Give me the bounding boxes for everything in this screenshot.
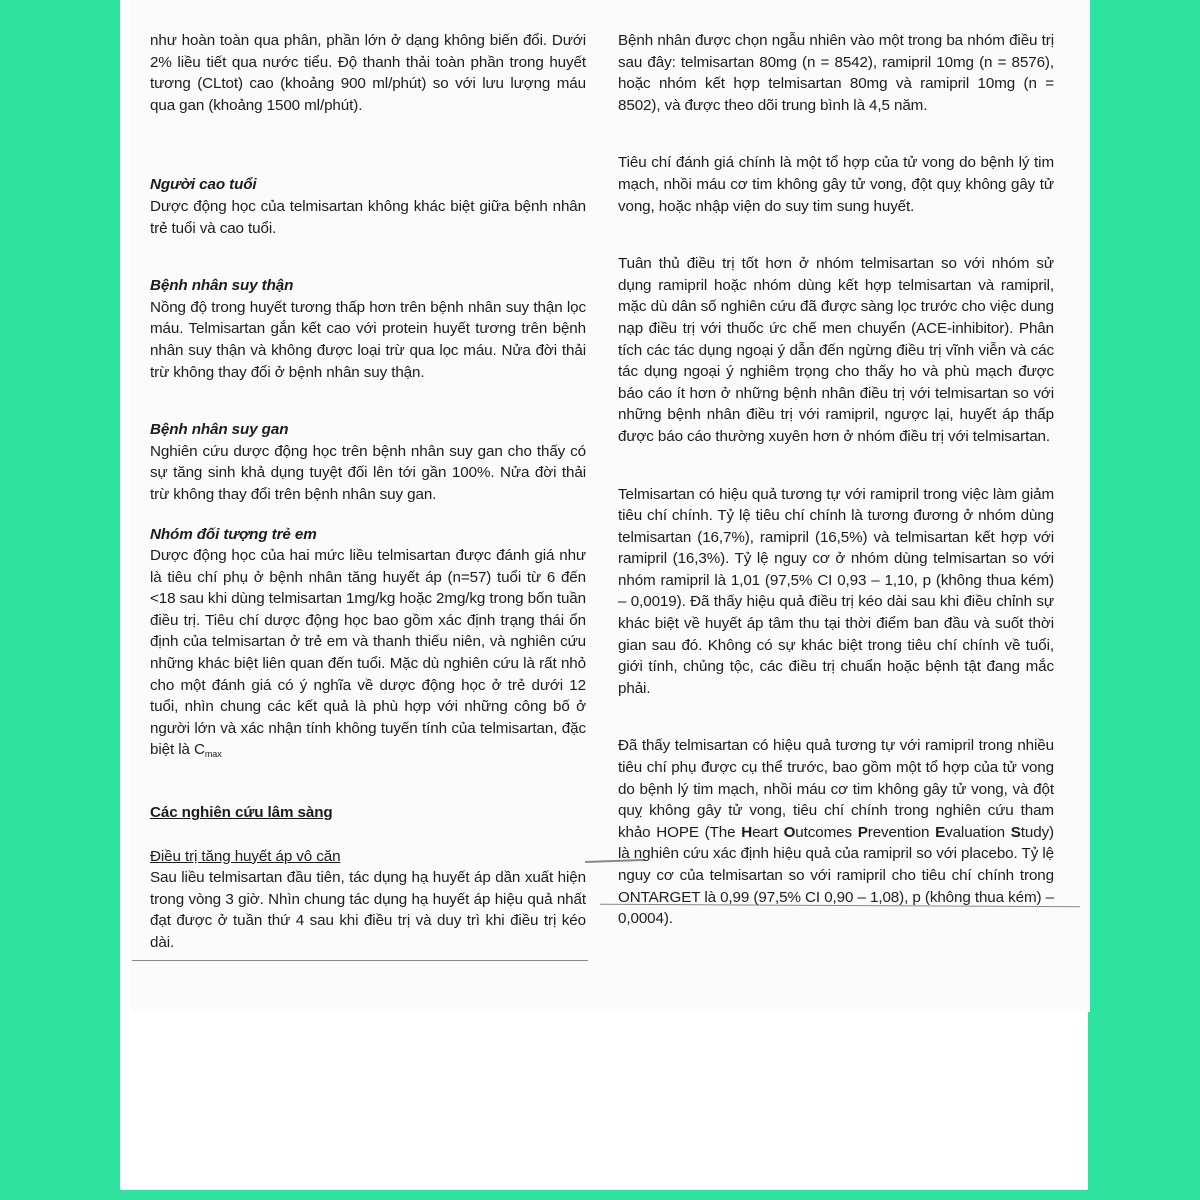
heading-hypertension-treatment: Điều trị tăng huyết áp vô căn — [150, 847, 341, 865]
paragraph-randomization: Bệnh nhân được chọn ngẫu nhiên vào một trong ba nhóm điều trị sau đây: telmisartan 80mg (n = 8542), ramipril 10mg (n = 8576), hoặc nhóm kết hợp telmisartan 80mg và ramipril 10mg (n = 8502), và được theo dõi trung bình là 4,5 năm. — [618, 32, 1054, 114]
text-bold-letter: S — [1010, 823, 1021, 841]
paragraph-compliance: Tuân thủ điều trị tốt hơn ở nhóm telmisartan so với nhóm sử dụng ramipril hoặc nhóm dùng kết hợp telmisartan và ramipril, mặc dù dân số nghiên cứu đã được sàng lọc trước cho việc dung nạp điều trị với thuốc ức chế men chuyển (ACE-inhibitor). Phân tích các tác dụng ngoại ý dẫn đến ngừng điều trị vĩnh viễn và các tác dụng ngoại ý nghiêm trọng cho thấy ho và phù mạch được báo cáo ít hơn ở những bệnh nhân điều trị với telmisartan so với những bệnh nhân điều trị với ramipril, ngược lại, huyết áp thấp được báo cáo thường xuyên hơn ở nhóm điều trị với telmisartan. — [618, 255, 1054, 445]
text-segment: utcomes — [795, 823, 858, 841]
paragraph-elderly: Dược động học của telmisartan không khác biệt giữa bệnh nhân trẻ tuổi và cao tuổi. — [150, 197, 586, 237]
paragraph-hypertension: Sau liều telmisartan đầu tiên, tác dụng hạ huyết áp dần xuất hiện trong vòng 3 giờ. Nhìn chung tác dụng hạ huyết áp hiệu quả nhất đạt được ở tuần thứ 4 sau khi điều trị và duy trì khi điều trị kéo dài. — [150, 869, 586, 951]
paragraph-hepatic: Nghiên cứu dược động học trên bệnh nhân suy gan cho thấy có sự tăng sinh khả dụng tuyệt đối lên tới gần 100%. Nửa đời thải trừ không thay đổi trên bệnh nhân suy gan. — [150, 442, 586, 503]
heading-children: Nhóm đối tượng trẻ em — [150, 525, 317, 543]
text-segment: eart — [752, 823, 784, 841]
heading-elderly: Người cao tuổi — [150, 176, 257, 194]
heading-clinical-studies: Các nghiên cứu lâm sàng — [150, 804, 333, 822]
text-bold-letter: O — [783, 823, 796, 841]
heading-renal: Bệnh nhân suy thận — [150, 277, 294, 295]
text-segment: tudy) là nghiên cứu xác định hiệu quả của ramipril so với placebo. Tỷ lệ nguy cơ của telmisartan so với ramipril cho tiêu chí chính trong ONTARGET là 0,99 (97,5% CI 0,90 – 1,08), p (không thua kém) – 0,0004). — [618, 823, 1055, 928]
text-bold-letter: P — [857, 823, 868, 841]
tear-line — [132, 960, 588, 961]
paragraph-children — [150, 545, 586, 766]
right-column — [618, 30, 1054, 930]
left-column — [150, 30, 586, 954]
text-segment: valuation — [945, 823, 1011, 841]
text-segment: Đã thấy telmisartan có hiệu quả tương tự với ramipril trong nhiều tiêu chí phụ được cụ thể trước, bao gồm một tổ hợp của tử vong do bệnh lý tim mạch, nhồi máu cơ tim không gây tử vong, và đột quỵ không gây tử vong, tiêu chí chính trong nghiên cứu tham khảo HOPE (The — [618, 737, 1054, 841]
paragraph-secondary-endpoints — [618, 735, 1054, 929]
heading-hepatic: Bệnh nhân suy gan — [150, 421, 289, 439]
paragraph-renal: Nồng độ trong huyết tương thấp hơn trên bệnh nhân suy thận lọc máu. Telmisartan gắn kết cao với protein huyết tương trên bệnh nhân suy thận và không được loại trừ qua lọc máu. Nửa đời thải trừ không thay đổi ở bệnh nhân suy thận. — [150, 298, 586, 381]
subscript-max: max — [204, 749, 222, 760]
text-bold-letter: H — [741, 823, 753, 841]
paragraph-excretion: như hoàn toàn qua phân, phần lớn ở dạng không biến đổi. Dưới 2% liều tiết qua nước tiểu. Độ thanh thải toàn phần trong huyết tương (CLtot) cao (khoảng 900 ml/phút) so với lưu lượng máu qua gan (khoảng 1500 ml/phút). — [150, 32, 586, 114]
paragraph-primary-endpoint: Tiêu chí đánh giá chính là một tổ hợp của tử vong do bệnh lý tim mạch, nhồi máu cơ tim không gây tử vong, đột quỵ không gây tử vong, hoặc nhập viện do suy tim sung huyết. — [618, 154, 1054, 215]
text-segment: revention — [867, 823, 936, 841]
paragraph-children-text: Dược động học của hai mức liều telmisartan được đánh giá như là tiêu chí phụ ở bệnh nhân tăng huyết áp (n=57) tuổi từ 6 đến <18 sau khi dùng telmisartan 1mg/kg hoặc 2mg/kg trong bốn tuần điều trị. Tiêu chí dược động học bao gồm xác định trạng thái ổn định của telmisartan ở trẻ em và thanh thiếu niên, và nghiên cứu những khác biệt liên quan đến tuổi. Mặc dù nghiên cứu là rất nhỏ cho một đánh giá có ý nghĩa về dược động học ở trẻ dưới 12 tuổi, nhìn chung các kết quả là phù hợp với những công bố ở người lớn và xác nhận tính không tuyến tính của telmisartan, đặc biệt là C — [150, 547, 586, 759]
text-bold-letter: E — [935, 823, 946, 841]
paragraph-efficacy: Telmisartan có hiệu quả tương tự với ramipril trong việc làm giảm tiêu chí chính. Tỷ lệ tiêu chí chính là tương đương ở nhóm dùng telmisartan (16,7%), ramipril (16,5%) và telmisartan kết hợp với ramipril (16,3%). Tỷ lệ nguy cơ ở nhóm dùng telmisartan so với nhóm ramipril là 1,01 (97,5% CI 0,93 – 1,10, p (không thua kém) – 0,0019). Đã thấy hiệu quả điều trị kéo dài sau khi điều chỉnh sự khác biệt về huyết áp tâm thu tại thời điểm ban đầu và suốt thời gian sau đó. Không có sự khác biệt trong tiêu chí chính về tuổi, giới tính, chủng tộc, các điều trị chuẩn hoặc bệnh tật đang mắc phải. — [618, 485, 1054, 697]
